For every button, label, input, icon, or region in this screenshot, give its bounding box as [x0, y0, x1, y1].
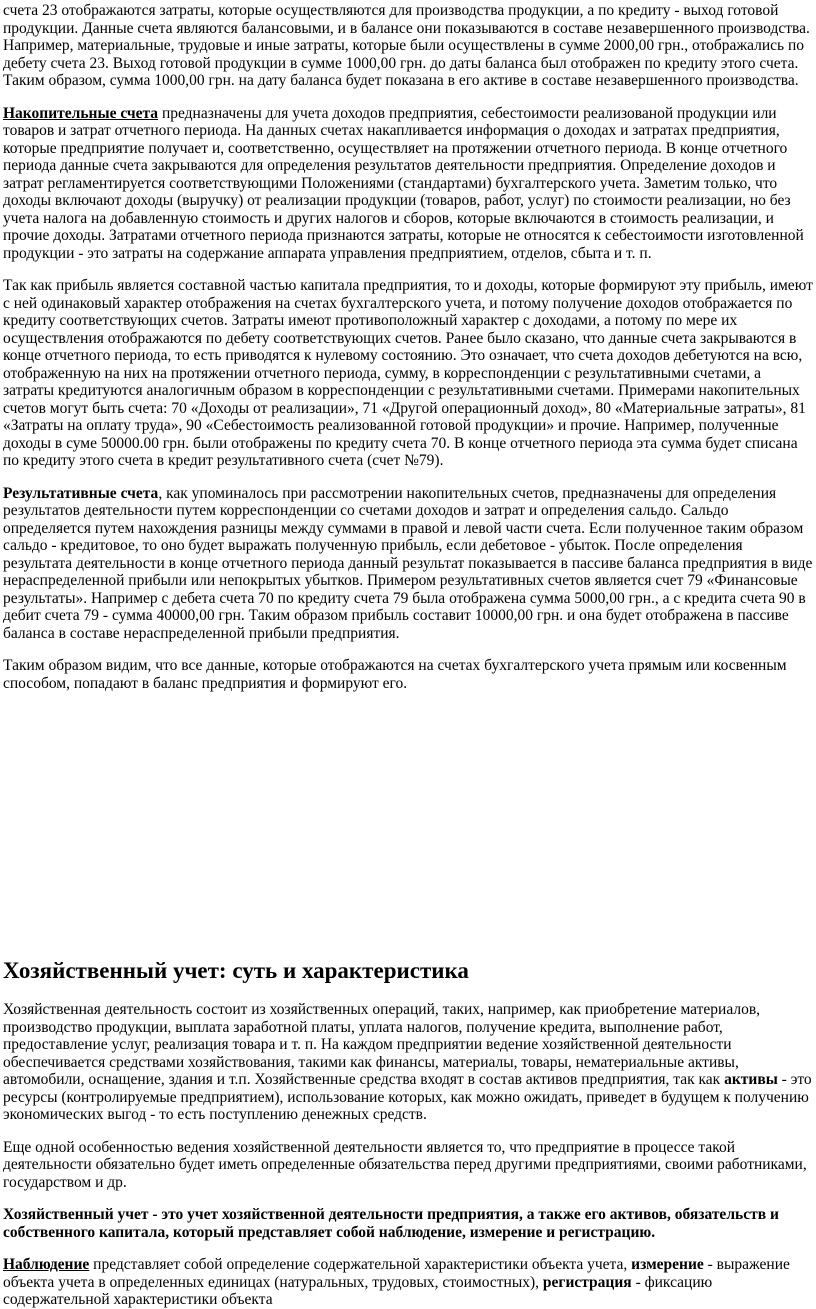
emphasized-term: Результативные счета [3, 484, 159, 502]
emphasized-term: Наблюдение [3, 1256, 90, 1273]
paragraph [3, 1256, 813, 1309]
paragraph [3, 657, 813, 692]
text-run: счета 23 отображаются затраты, которые осуществляются для производства продукции, а по кредиту - выход готовой продукции. Данные счета являются балансовыми, и в балансе они показываются в составе незавершенного производства. Например, материальные, трудовые и иные затраты, которые были осуществлены в сумме 2000,00 грн., отображались по дебету счета 23. Выход готовой продукции в сумме 1000,00 грн. до даты баланса был отображен по кредиту этого счета. Таким образом, сумма 1000,00 грн. на дату баланса будет показана в его активе в составе незавершенного производства. [3, 2, 810, 89]
emphasized-term: активы [724, 1071, 778, 1088]
emphasized-term: регистрация [542, 1273, 632, 1291]
page-top-text-block [3, 2, 813, 692]
text-run: представляет собой определение содержательной характеристики объекта учета, [89, 1256, 632, 1273]
paragraph [3, 1139, 813, 1192]
text-run: предназначены для учета доходов предприятия, себестоимости реализованой продукции или товаров и затрат отчетного периода. На данных счетах накапливается информация о доходах и затратах предприятия, которые предприятие получает и, соответственно, осуществляет на протяжении отчетного периода. В конце отчетного периода данные счета закрываются для определения результатов деятельности предприятия. Определение доходов и затрат регламентируется соответствующими Положениями (стандартами) бухгалтерского учета. Заметим только, что доходы включают доходы (выручку) от реализации продукции (товаров, работ, услуг) по стоимости реализации, но без учета налога на добавленную стоимость и других налогов и сборов, которые включаются в стоимость реализации, и прочие доходы. Затратами отчетного периода признаются затраты, которые не относятся к себестоимости изготовленной продукции - это затраты на содержание аппарата управления предприятием, отделов, сбыта и т. п. [3, 104, 804, 262]
text-run: Еще одной особенностью ведения хозяйственной деятельности является то, что предприятие в процессе такой деятельности обязательно будет иметь определенные обязательства перед другими предприятиями, своими работниками, государством и др. [3, 1138, 807, 1191]
text-run: Таким образом видим, что все данные, которые отображаются на счетах бухгалтерского учета прямым или косвенным способом, попадают в баланс предприятия и формируют его. [3, 657, 787, 692]
page-break-gap [3, 707, 813, 957]
paragraph [3, 105, 813, 263]
page-bottom-text-block [3, 1001, 813, 1309]
emphasized-term: Накопительные счета [3, 104, 159, 122]
paragraph [3, 2, 813, 90]
paragraph [3, 277, 813, 470]
section-heading: Хозяйственный учет: суть и характеристика [3, 958, 469, 983]
text-run: - это ресурсы (контролируемые предприятием), использование которых, как можно ожидать, приведет в будущем к получению экономических выгод - то есть поступлению денежных средств. [3, 1071, 812, 1123]
text-run: Так как прибыль является составной частью капитала предприятия, то и доходы, которые формируют эту прибыль, имеют с ней одинаковый характер отображения на счетах бухгалтерского учета, и потому получение доходов отображается по кредиту соответствующих счетов. Затраты имеют противоположный характер с доходами, а потому по мере их осуществления отображаются по дебету соответствующих счетов. Ранее было сказано, что данные счета закрываются в конце отчетного периода, то есть приводятся к нулевому состоянию. Это означает, что счета доходов дебетуются на всю, отображенную на них на протяжении отчетного периода, сумму, в корреспонденции с результативными счетами, а затраты кредитуются аналогичным образом в корреспонденции с результативными счетами. Примерами накопительных счетов могут быть счета: 70 «Доходы от реализации», 71 «Другой операционный доход», 80 «Материальные затраты», 81 «Затраты на оплату труда», 90 «Себестоимость реализованной готовой продукции» и прочие. Например, полученные доходы в суме 50000.00 грн. были отображены по кредиту счета 70. В конце отчетного периода эта сумма будет списана по кредиту этого счета в кредит результативного счета (счет №79). [3, 277, 813, 469]
emphasized-term: измерение [631, 1256, 704, 1273]
emphasized-term: Хозяйственный учет - это учет хозяйственной деятельности предприятия, а также его активов, обязательств и собственного капитала, который представляет собой наблюдение, измерение и регистрацию. [3, 1206, 779, 1241]
paragraph [3, 485, 813, 643]
paragraph [3, 1206, 813, 1241]
text-run: , как упоминалось при рассмотрении накопительных счетов, предназначены для определения результатов деятельности путем корреспонденции со счетами доходов и затрат и определения сальдо. Сальдо определяется путем нахождения разницы между суммами в правой и левой части счета. Если полученное таким образом сальдо - кредитовое, то оно будет выражать полученную прибыль, если дебетовое - убыток. После определения результата деятельности в конце отчетного периода данный результат показывается в пассиве баланса предприятия в виде нераспределенной прибыли или непокрытых убытков. Примером результативных счетов является счет 79 «Финансовые результаты». Например с дебета счета 70 по кредиту счета 79 была отображена сумма 5000,00 грн., а с кредита счета 90 в дебит счета 79 - сумма 40000,00 грн. Таким образом прибыль составит 10000,00 грн. и она будет отображена в пассиве баланса в составе нераспределенной прибыли предприятия. [3, 484, 813, 642]
text-run: Хозяйственная деятельность состоит из хозяйственных операций, таких, например, как приобретение материалов, производство продукции, выплата заработной платы, уплата налогов, получение кредита, выполнение работ, предоставление услуг, реализация товара и т. п. На каждом предприятии ведение хозяйственной деятельности обеспечивается средствами хозяйствования, такими как финансы, материалы, товары, нематериальные активы, автомобили, оснащение, здания и т.п. Хозяйственные средства входят в состав активов предприятия, так как [3, 1001, 761, 1088]
paragraph [3, 1001, 813, 1124]
text-run: - фиксацию содержательной характеристики объекта [3, 1273, 713, 1308]
text-run: - выражение объекта учета в определенных единицах (натуральных, трудовых, стоимостных), [3, 1256, 790, 1291]
